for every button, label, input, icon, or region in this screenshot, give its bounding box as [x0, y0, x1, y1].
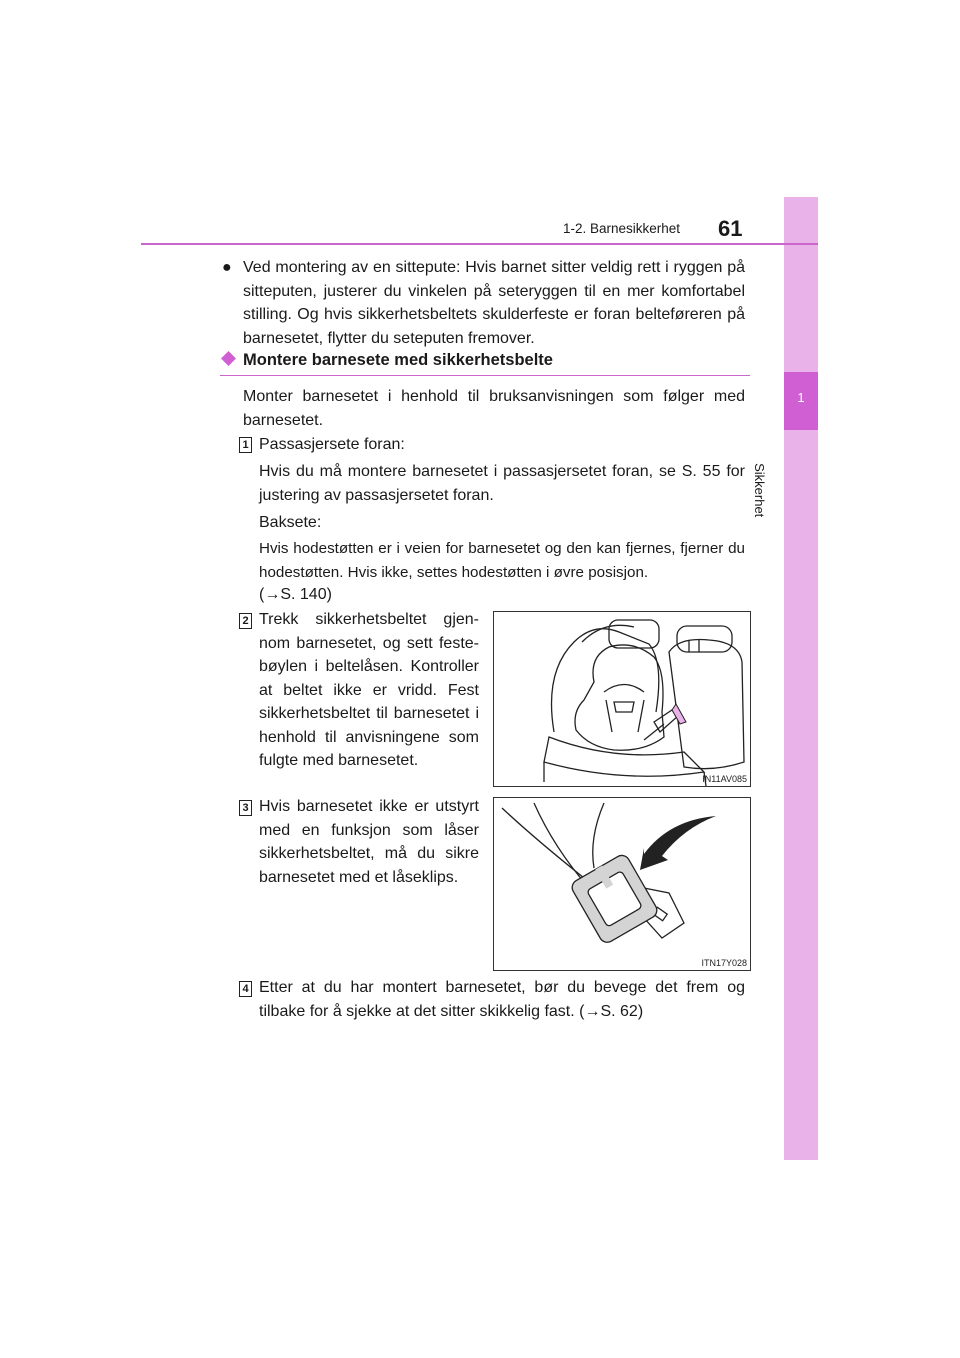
step-2-text: Trekk sikkerhetsbeltet gjen- nom barnesetet, og sett feste- bøylen i beltelåsen. Kontroller at beltet ikke er vridd. Fest sikkerhetsbeltet til barnesetet i henhold til anvisningene som fulgte med barnesetet.	[259, 611, 479, 769]
diamond-icon	[221, 351, 236, 366]
page-number: 61	[718, 216, 743, 241]
figure-code-2: ITN17Y028	[701, 958, 747, 968]
child-seat-figure	[493, 611, 751, 787]
figure-code-1: IN11AV085	[702, 774, 747, 784]
section-title: 1-2. Barnesikkerhet	[563, 221, 681, 236]
bullet-icon: ●	[222, 259, 232, 276]
child-seat-illustration	[494, 612, 750, 786]
step-1-line-2: Hvis du må montere barnesetet i passasjersetet foran, se S. 55 for justering av passasjersetet foran.	[259, 463, 745, 504]
intro-paragraph: Monter barnesetet i henhold til bruksanvisningen som følger med barnesetet.	[243, 388, 745, 429]
section-heading: Montere barnesete med sikkerhetsbelte	[243, 351, 553, 369]
step-3-number: 3	[239, 800, 252, 816]
bullet-paragraph: Ved montering av en sittepute: Hvis barnet sitter veldig rett i ryggen på sitteputen, justerer du vinkelen på seteryggen til en mer komfortabel stilling. Og hvis sikkerhetsbeltets skulderfeste er foran belteføreren på barnesetet, flytter du seteputen fremover.	[243, 259, 745, 347]
side-chapter-number: 1	[797, 390, 805, 405]
locking-clip-illustration	[494, 798, 750, 970]
heading-rule	[220, 375, 750, 376]
locking-clip-figure	[493, 797, 751, 971]
step-1-line-1: Passasjersete foran:	[259, 436, 405, 453]
step-1-number: 1	[239, 437, 252, 453]
header-rule	[141, 243, 818, 245]
step-1-line-3: Baksete:	[259, 514, 322, 531]
step-2-number: 2	[239, 613, 252, 629]
side-chapter-label: Sikkerhet	[751, 463, 767, 518]
step-3-text: Hvis barnesetet ikke er utstyrt med en funksjon som låser sikkerhetsbeltet, må du sikre barnesetet med et låseklips.	[259, 798, 479, 886]
step-4-text: Etter at du har montert barnesetet, bør du bevege det frem og tilbake for å sjekke at det sitter skikkelig fast. (→S. 62)	[259, 979, 745, 1020]
step-1-line-5: (→S. 140)	[259, 586, 332, 603]
step-4-number: 4	[239, 981, 252, 997]
step-1-line-4: Hvis hodestøtten er i veien for barnesetet og den kan fjernes, fjerner du hodestøtten. Hvis ikke, settes hodestøtten i øvre posisjon.	[259, 540, 745, 581]
